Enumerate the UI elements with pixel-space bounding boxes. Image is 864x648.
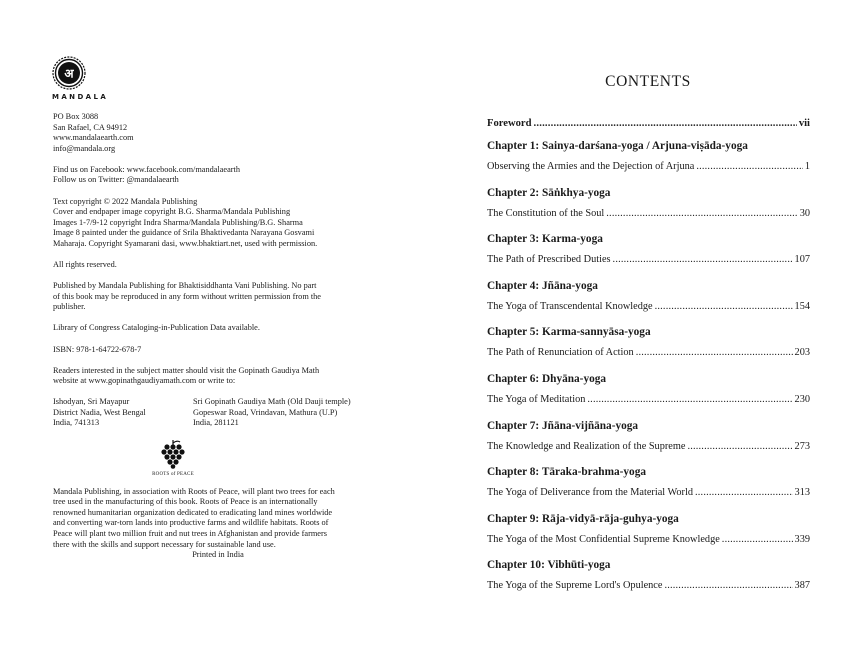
trees-line: Mandala Publishing, in association with Roots of Peace, will plant two trees for each	[53, 486, 335, 496]
address-line: www.mandalaearth.com	[53, 133, 134, 143]
isbn-line: ISBN: 978-1-64722-678-7	[53, 344, 142, 354]
chapter-heading[interactable]: Chapter 7: Jñāna-vijñāna-yoga	[487, 419, 639, 432]
chapter-heading[interactable]: Chapter 10: Vibhūti-yoga	[487, 559, 611, 572]
toc-entry[interactable]	[487, 441, 810, 452]
copyright-line: Text copyright © 2022 Mandala Publishing	[53, 196, 198, 206]
copyright-line: Images 1-7/9-12 copyright Indra Sharma/Mandala Publishing/B.G. Sharma	[53, 217, 303, 227]
vrindavan-address-line: India, 281121	[193, 418, 239, 428]
toc-entry-label: Foreword	[487, 118, 532, 129]
toc-entry-label: The Yoga of the Most Confidential Supreme Knowledge	[487, 533, 720, 545]
toc-entry-page: 203	[794, 347, 810, 359]
toc-entry-page: 1	[804, 161, 810, 172]
social-line: Find us on Facebook: www.facebook.com/mandalaearth	[53, 164, 241, 174]
toc-entry-page: 30	[799, 207, 810, 219]
published-line: of this book may be reproduced in any form without written permission from the	[53, 291, 321, 301]
chapter-heading[interactable]: Chapter 2: Sāṅkhya-yoga	[487, 186, 611, 199]
toc-entry[interactable]	[487, 580, 810, 591]
mayapur-address-line: District Nadia, West Bengal	[53, 407, 146, 417]
toc-entry-page: 107	[794, 254, 810, 266]
chapter-heading[interactable]: Chapter 6: Dhyāna-yoga	[487, 373, 607, 385]
chapter-heading[interactable]: Chapter 4: Jñāna-yoga	[487, 279, 598, 292]
svg-text:अ: अ	[64, 66, 74, 81]
copyright-line: Cover and endpaper image copyright B.G. Sharma/Mandala Publishing	[53, 207, 291, 217]
chapter-heading[interactable]: Chapter 9: Rāja-vidyā-rāja-guhya-yoga	[487, 512, 679, 525]
printed-in-line: Printed in India	[192, 550, 244, 560]
published-line: Published by Mandala Publishing for Bhaktisiddhanta Vani Publishing. No part	[53, 281, 317, 291]
published-line: publisher.	[53, 302, 86, 312]
toc-entry[interactable]	[487, 534, 810, 545]
toc-entry-page: 387	[794, 580, 810, 592]
toc-entry-page: vii	[798, 118, 810, 129]
toc-entry-page: 313	[794, 487, 810, 499]
temple-addresses	[53, 397, 383, 429]
trees-line: tree used in the manufacturing of this book. Roots of Peace is an internationally	[53, 497, 318, 507]
vrindavan-address-line: Sri Gopinath Gaudiya Math (Old Dauji temple)	[193, 397, 351, 407]
address-line: info@mandala.org	[53, 143, 116, 153]
toc-entry-label: The Yoga of the Supreme Lord's Opulence	[487, 580, 663, 592]
toc-entry-label: The Yoga of Meditation	[487, 394, 586, 405]
toc-entry-page: 154	[794, 300, 810, 312]
grapes-icon	[160, 439, 186, 469]
toc-entry[interactable]	[487, 254, 810, 265]
mayapur-address-line: India, 741313	[53, 418, 100, 428]
toc-entry-label: The Constitution of the Soul	[487, 207, 605, 219]
roots-of-peace-logo	[148, 439, 198, 481]
copyright-line: Maharaja. Copyright Syamarani dasi, www.bhaktiart.net, used with permission.	[53, 238, 318, 248]
loc-line: Library of Congress Cataloging-in-Publication Data available.	[53, 323, 260, 333]
toc-entry-label: The Yoga of Deliverance from the Material World	[487, 487, 693, 499]
readers-line: Readers interested in the subject matter should visit the Gopinath Gaudiya Math	[53, 365, 320, 375]
chapter-heading[interactable]: Chapter 3: Karma-yoga	[487, 233, 603, 246]
trees-line: there with the skills and support necessary for sustainable land use.	[53, 539, 276, 549]
toc-entry[interactable]	[487, 394, 810, 405]
rights-line: All rights reserved.	[53, 260, 117, 270]
readers-line: website at www.gopinathgaudiyamath.com or write to:	[53, 376, 236, 386]
roots-of-peace-label: ROOTS of PEACE	[152, 472, 194, 478]
contents-page	[432, 0, 864, 648]
toc-entry[interactable]	[487, 208, 810, 219]
social-line: Follow us on Twitter: @mandalaearth	[53, 175, 179, 185]
logo-wordmark: MANDALA	[52, 93, 109, 101]
toc-entry[interactable]	[487, 347, 810, 358]
toc-entry[interactable]	[487, 301, 810, 312]
address-line: San Rafael, CA 94912	[53, 122, 128, 132]
trees-line: renowned humanitarian organization dedicated to eradicating land mines worldwide	[53, 507, 333, 517]
toc-entry-label: The Knowledge and Realization of the Supreme	[487, 440, 686, 452]
toc-entry-label: The Yoga of Transcendental Knowledge	[487, 300, 653, 312]
contents-title: CONTENTS	[605, 73, 691, 90]
toc-entry-page: 339	[794, 533, 810, 545]
toc-entry-page: 273	[794, 440, 810, 452]
toc-entry[interactable]	[487, 487, 810, 498]
mandala-emblem-icon	[52, 56, 86, 90]
toc-entry-label: Observing the Armies and the Dejection of Arjuna	[487, 161, 695, 172]
vrindavan-address-line: Gopeswar Road, Vrindavan, Mathura (U.P)	[193, 407, 338, 417]
mandala-logo	[52, 56, 108, 101]
toc-entry-page: 230	[794, 394, 810, 405]
toc-entry-label: The Path of Prescribed Duties	[487, 254, 611, 266]
chapter-heading[interactable]: Chapter 1: Sainya-darśana-yoga / Arjuna-viṣāda-yoga	[487, 140, 748, 152]
copyright-line: Image 8 painted under the guidance of Srila Bhaktivedanta Narayana Gosvami	[53, 228, 315, 238]
toc-entry-foreword[interactable]	[487, 118, 810, 129]
trees-line: and converting war-torn lands into productive farms and wildlife habitats. Roots of	[53, 518, 329, 528]
toc-entry[interactable]	[487, 161, 810, 172]
mayapur-address-line: Ishodyan, Sri Mayapur	[53, 397, 130, 407]
chapter-heading[interactable]: Chapter 8: Tāraka-brahma-yoga	[487, 466, 646, 479]
chapter-heading[interactable]: Chapter 5: Karma-sannyāsa-yoga	[487, 326, 651, 339]
trees-line: Peace will plant two million fruit and nut trees in Afghanistan and provide farmers	[53, 529, 327, 539]
address-line: PO Box 3088	[53, 112, 99, 121]
imprint-text	[53, 112, 383, 561]
toc-entry-label: The Path of Renunciation of Action	[487, 347, 634, 359]
